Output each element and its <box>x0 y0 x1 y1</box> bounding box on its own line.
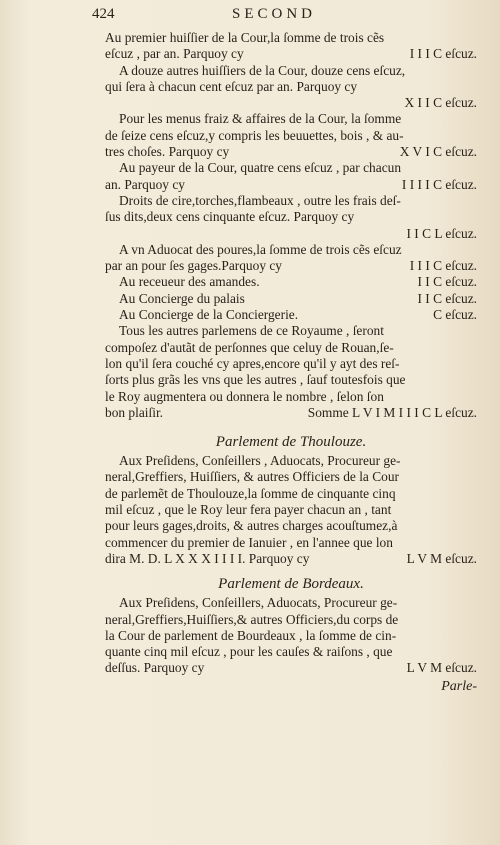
section-heading-toulouse: Parlement de Thoulouze. <box>215 434 367 451</box>
sum-amount: C eſcuz. <box>433 307 477 323</box>
text-line <box>105 209 477 225</box>
line-text: A douze autres huiſſiers de la Cour, douze cens eſcuz, <box>119 62 406 78</box>
text-line <box>105 63 477 79</box>
line-text: Aux Preſidens, Conſeillers , Aduocats, Procureur ge- <box>119 453 401 469</box>
line-text: deſſus. Parquoy cy <box>105 660 205 676</box>
sum-amount: X V I C eſcuz. <box>399 144 477 160</box>
line-text: dira M. D. L X X X I I I I. Parquoy cy <box>105 550 310 566</box>
line-text: Droits de cire,torches,flambeaux , outre les frais deſ- <box>119 192 401 208</box>
text-line <box>105 551 477 567</box>
text-line <box>105 30 477 46</box>
text-line <box>105 95 477 111</box>
text-line <box>105 340 477 356</box>
line-text: Au premier huiſſier de la Cour,la ſomme de trois cẽs <box>105 30 385 45</box>
text-line <box>105 644 477 660</box>
text-line <box>105 595 477 611</box>
catchword: Parle- <box>441 678 477 694</box>
folio-number: 424 <box>92 6 115 22</box>
line-text: eſcuz , par an. Parquoy cy <box>105 46 244 62</box>
text-line <box>105 258 477 274</box>
line-text: neral,Greffiers,Huiſſiers,& autres Officiers,du corps de <box>105 611 399 627</box>
sum-amount: Somme L V I M I I I C L eſcuz. <box>307 404 477 420</box>
line-text: Au Concierge de la Conciergerie. <box>119 307 299 323</box>
text-line <box>105 372 477 388</box>
section-heading-bordeaux: Parlement de Bordeaux. <box>218 576 364 593</box>
text-line <box>105 628 477 644</box>
line-text: Au receueur des amandes. <box>119 274 260 290</box>
line-text: commencer du premier de Ianuier , en l'annee que lon <box>105 534 393 550</box>
text-line <box>105 453 477 469</box>
text-line <box>105 177 477 193</box>
text-line <box>105 242 477 258</box>
text-line <box>105 469 477 485</box>
sum-amount: X I I C eſcuz. <box>404 95 477 111</box>
main-entries <box>105 30 477 421</box>
page-header <box>92 4 472 26</box>
sum-amount: I I C L eſcuz. <box>406 225 477 241</box>
line-text: la Cour de parlement de Bourdeaux , la ſomme de cin- <box>105 627 397 643</box>
text-line <box>105 274 477 290</box>
line-text: Aux Preſidens, Conſeillers, Aduocats, Procureur ge- <box>119 595 398 611</box>
bordeaux-paragraph <box>105 595 477 676</box>
text-line <box>105 46 477 62</box>
line-text: qui ſera à chacun cent eſcuz par an. Parquoy cy <box>105 78 358 94</box>
sum-amount: I I C eſcuz. <box>417 274 477 290</box>
running-head: SECOND <box>232 6 317 22</box>
text-line <box>105 79 477 95</box>
line-text: Au Concierge du palais <box>119 290 245 306</box>
text-line <box>105 612 477 628</box>
sum-amount: I I I C eſcuz. <box>409 258 477 274</box>
line-text: Tous les autres parlemens de ce Royaume , ſeront <box>119 323 384 339</box>
text-line <box>105 193 477 209</box>
line-text: an. Parquoy cy <box>105 176 185 192</box>
text-line <box>105 535 477 551</box>
text-line <box>105 486 477 502</box>
line-text: lon qu'il ſera couché cy apres,encore qu'il y ayt des reſ- <box>105 355 400 371</box>
text-line <box>105 405 477 421</box>
sum-amount: I I C eſcuz. <box>417 290 477 306</box>
text-line <box>105 323 477 339</box>
text-line <box>105 291 477 307</box>
sum-amount: I I I I C eſcuz. <box>401 176 477 192</box>
text-line <box>105 128 477 144</box>
toulouse-paragraph <box>105 453 477 567</box>
line-text: de parlemẽt de Thoulouze,la ſomme de cinquante cinq <box>105 485 396 501</box>
text-line <box>105 389 477 405</box>
text-line <box>105 660 477 676</box>
line-text: le Roy augmentera ou donnera le nombre , ſelon ſon <box>105 388 384 404</box>
line-text: compoſez d'autãt de perſonnes que celuy de Rouan,ſe- <box>105 339 394 355</box>
line-text: neral,Greffiers, Huiſſiers, & autres Officiers de la Cour <box>105 469 399 485</box>
text-line <box>105 226 477 242</box>
text-line <box>105 307 477 323</box>
line-text: A vn Aduocat des poures,la ſomme de trois cẽs eſcuz <box>119 241 402 257</box>
text-line <box>105 356 477 372</box>
text-line <box>105 144 477 160</box>
text-line <box>105 111 477 127</box>
sum-amount: L V M eſcuz. <box>406 660 477 676</box>
line-text: Pour les menus fraiz & affaires de la Cour, la ſomme <box>119 111 402 127</box>
line-text: par an pour ſes gages.Parquoy cy <box>105 258 283 274</box>
line-text: mil eſcuz , que le Roy leur fera payer chacun an , tant <box>105 502 392 518</box>
line-text: de ſeize cens eſcuz,y compris les beuuettes, bois , & au- <box>105 127 404 143</box>
text-line <box>105 518 477 534</box>
text-block <box>105 30 477 695</box>
line-text: pour leurs gages,droits, & autres charges acouſtumez,à <box>105 518 398 534</box>
line-text: Au payeur de la Cour, quatre cens eſcuz , par chacun <box>119 160 402 176</box>
line-text: bon plaiſir. <box>105 404 164 420</box>
catchword-line <box>105 677 477 695</box>
line-text: quante cinq mil eſcuz , pour les cauſes & raiſons , que <box>105 644 393 660</box>
line-text: ſus dits,deux cens cinquante eſcuz. Parquoy cy <box>105 209 355 225</box>
line-text: ſorts plus grãs les vns que les autres , ſauf toutesfois que <box>105 372 406 388</box>
sum-amount: L V M eſcuz. <box>406 550 477 566</box>
text-line <box>105 502 477 518</box>
line-text: tres choſes. Parquoy cy <box>105 144 230 160</box>
text-line <box>105 160 477 176</box>
sum-amount: I I I C eſcuz. <box>409 46 477 62</box>
